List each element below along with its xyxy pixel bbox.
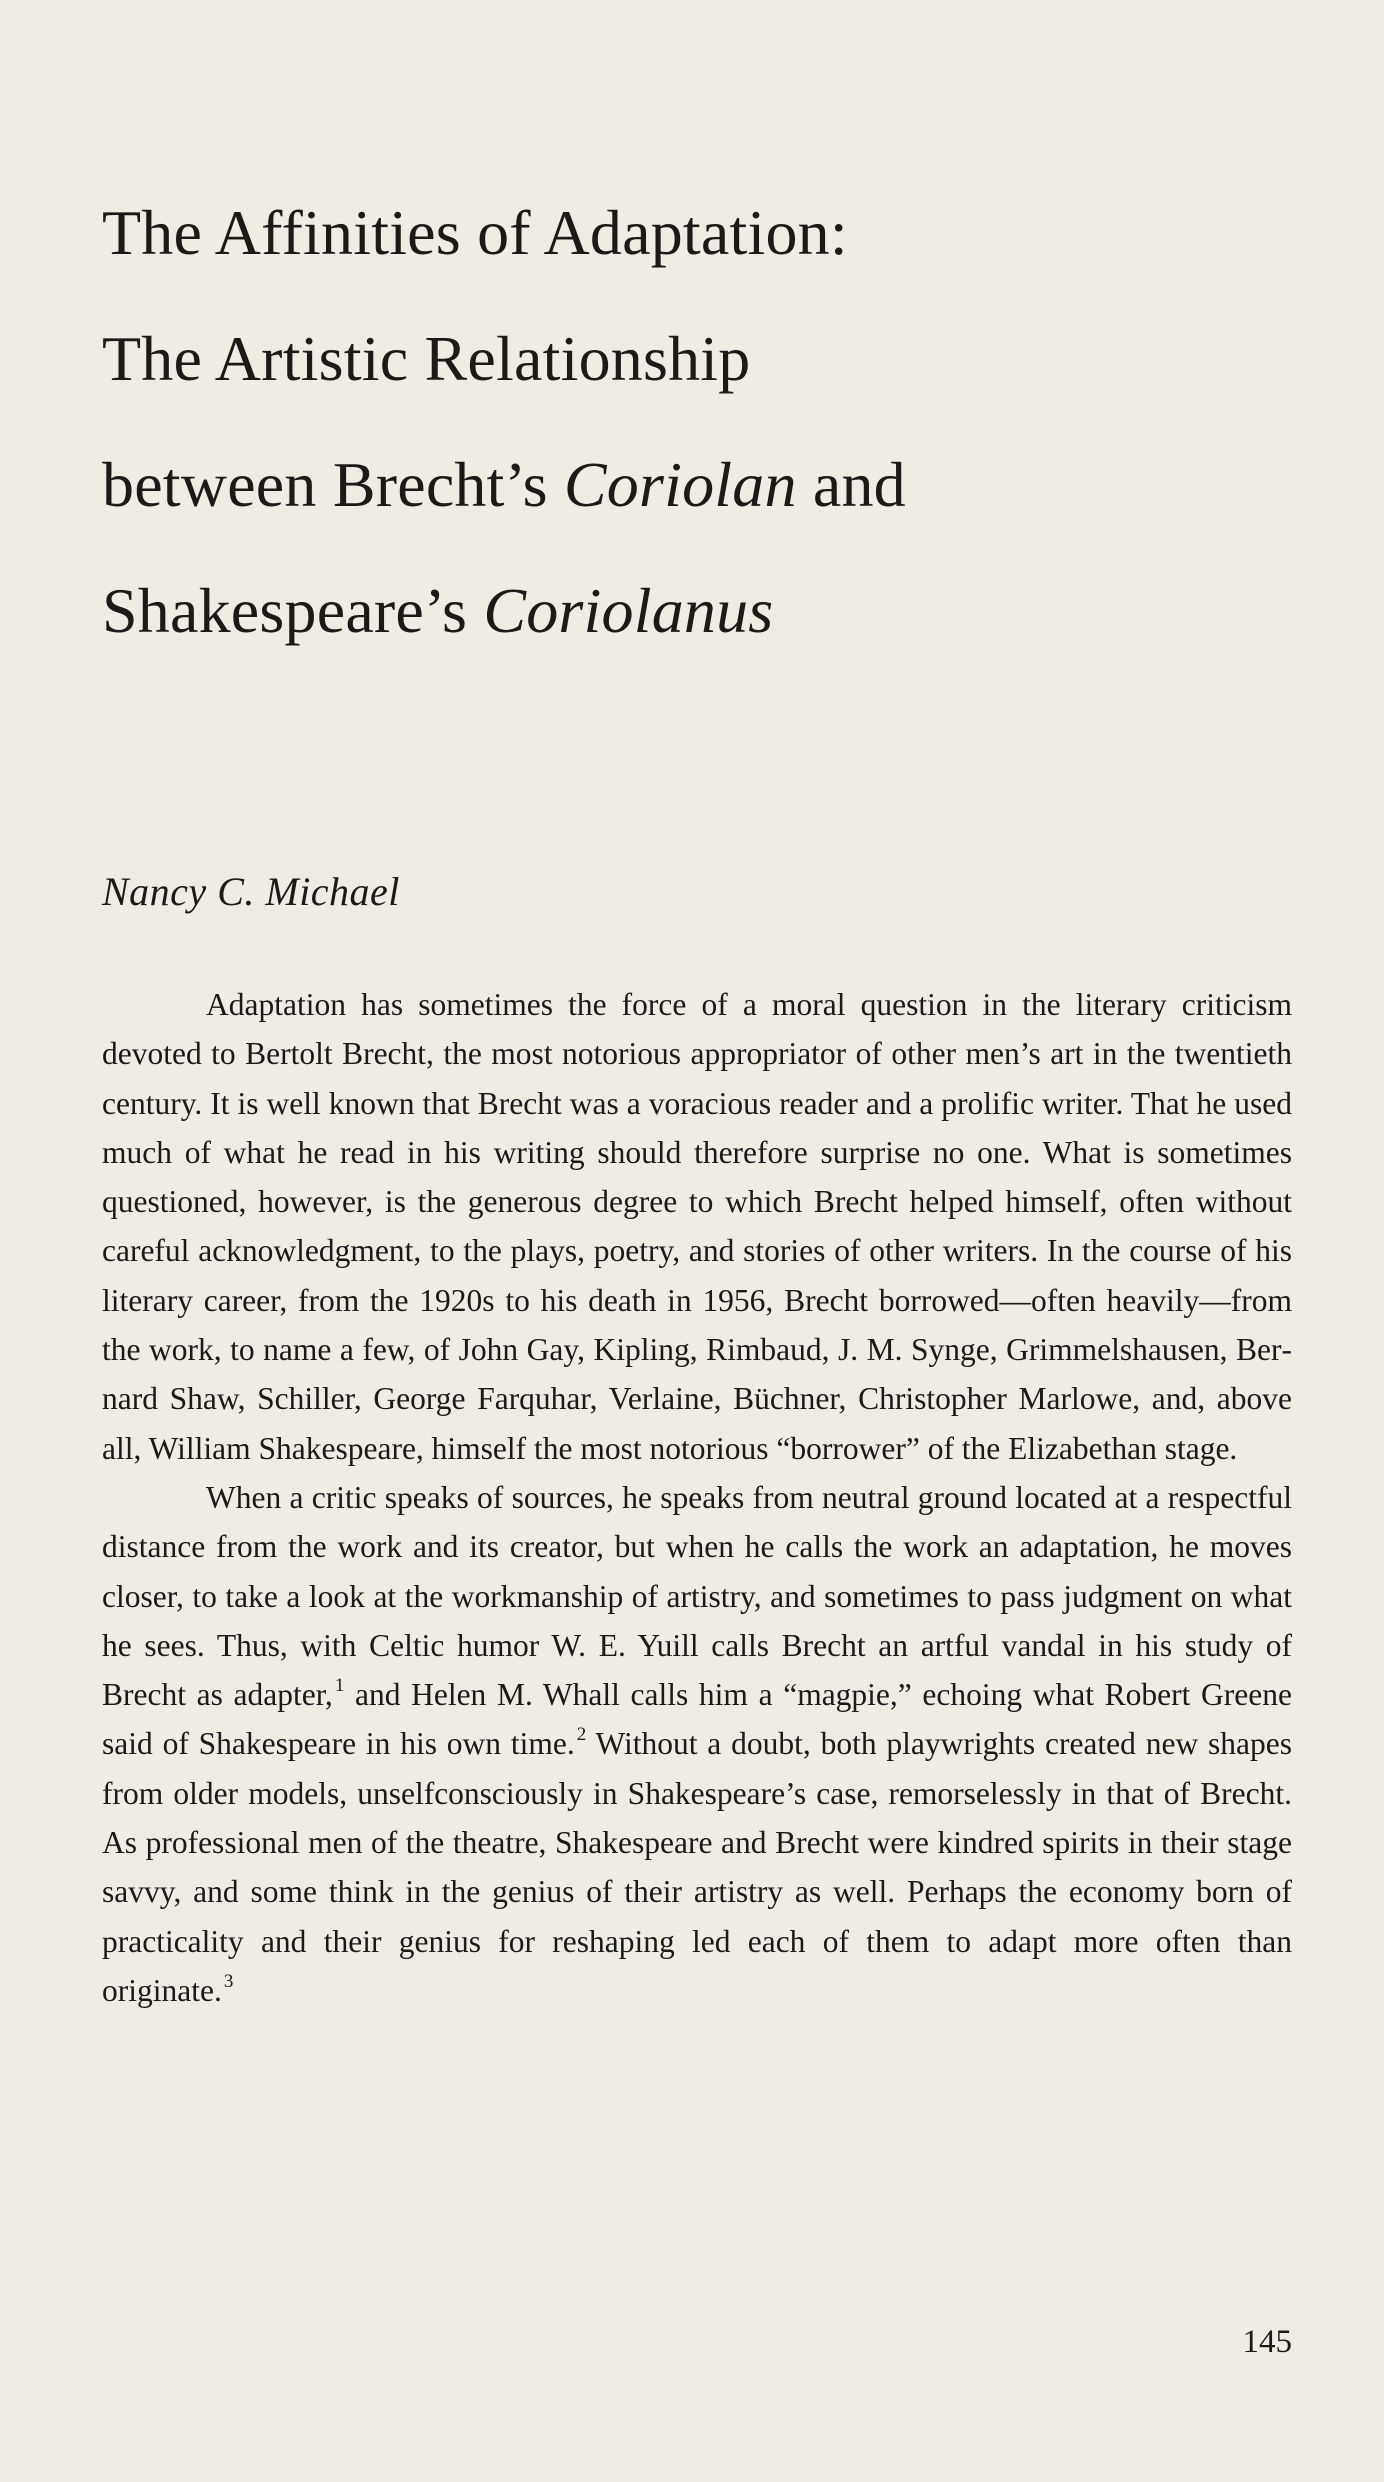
paragraph-2-text-b: and Helen M. Whall calls him a “magpie,” echoing what Robert Greene said of Shakespeare in his own time. — [102, 1677, 1292, 1762]
article-title — [102, 170, 1252, 674]
author-byline: Nancy C. Michael — [102, 869, 400, 914]
footnote-ref-2[interactable]: 2 — [576, 1724, 587, 1746]
title-work-coriolanus: Coriolanus — [483, 575, 774, 646]
body-paragraph-1: Adaptation has sometimes the force of a moral question in the literary criticism devoted to Bertolt Brecht, the most notorious appropriator of other men’s art in the twentieth century. It is well known that Brecht was a voracious reader and a prolific writer. That he used much of what he read in his writing should therefore surprise no one. What is sometimes questioned, however, is the generous degree to which Brecht helped himself, often without careful acknowledgment, to the plays, poetry, and stories of other writers. In the course of his literary career, from the 1920s to his death in 1956, Brecht borrowed—often heavily—from the work, to name a few, of John Gay, Kipling, Rimbaud, J. M. Synge, Grimmelshausen, Bernard Shaw, Schiller, George Farquhar, Verlaine, Büchner, Christopher Marlowe, and, above all, William Shakespeare, himself the most notorious “borrower” of the Elizabethan stage. — [102, 987, 1292, 1466]
footnote-ref-1[interactable]: 1 — [334, 1675, 345, 1697]
page-number: 145 — [1242, 2324, 1292, 2360]
title-line-3 — [102, 422, 1252, 548]
title-line-3-prefix: between Brecht’s — [102, 449, 564, 520]
title-line-1: The Affinities of Adaptation: — [102, 197, 848, 268]
title-line-4-prefix: Shakespeare’s — [102, 575, 484, 646]
paragraph-2-text-c: Without a doubt, both playwrights created new shapes from older models, unselfconsciously in Shakespeare’s case, remorselessly in that of Brecht. As professional men of the theatre, Shakespeare and Brecht were kindred spirits in their stage savvy, and some think in the genius of their artistry as well. Perhaps the economy born of practicality and their genius for reshaping led each of them to adapt more often than originate. — [102, 1726, 1292, 2008]
title-line-3-suffix: and — [796, 449, 906, 520]
title-line-4 — [102, 548, 1252, 674]
title-line-2: The Artistic Relationship — [102, 323, 751, 394]
article-body — [102, 980, 1292, 2015]
title-work-coriolan: Coriolan — [563, 449, 797, 520]
paragraph-2-text-a: When a critic speaks of sources, he speaks from neutral ground located at a respectful distance from the work and its creator, but when he calls the work an adaptation, he moves closer, to take a look at the workmanship of artistry, and sometimes to pass judgment on what he sees. Thus, with Celtic humor W. E. Yuill calls Brecht an artful vandal in his study of Brecht as adapter, — [102, 1479, 1292, 1713]
body-paragraph-2 — [102, 1473, 1292, 2015]
footnote-ref-3[interactable]: 3 — [223, 1970, 234, 1992]
